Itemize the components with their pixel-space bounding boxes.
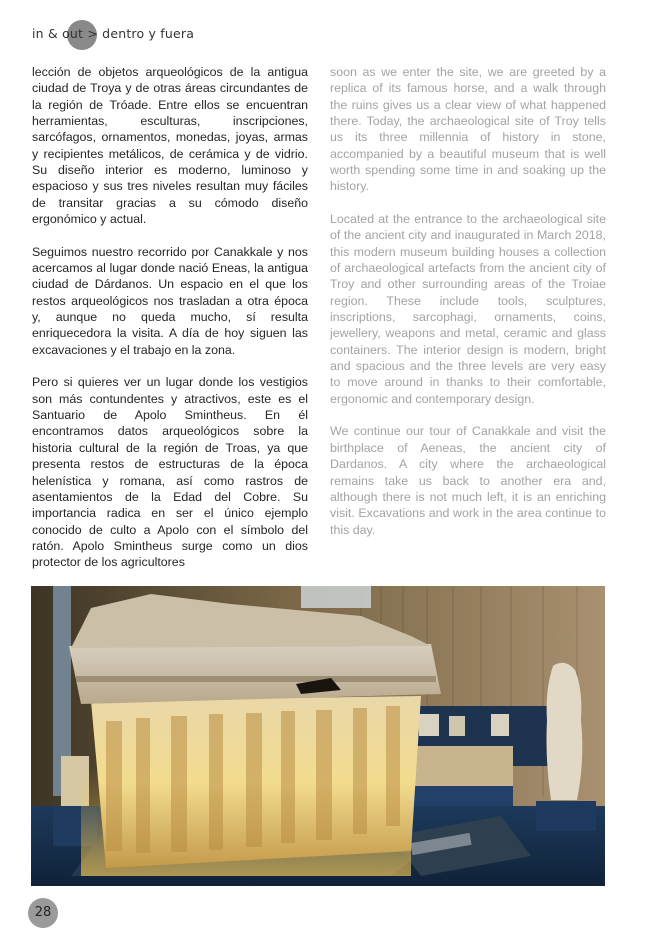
section-title: in & out > dentro y fuera: [32, 26, 195, 41]
paragraph: Pero si quieres ver un lugar donde los vestigios son más contundentes y atractivos, este es el Santuario de Apolo Smintheus. En él encontramos datos arqueológicos sobre la historia cultural de la región de Troas, ya que presenta restos de estructuras de la época helenística y romana, así como rastros de asentamientos de la Edad del Cobre. Su importancia radica en ser el único ejemplo conocido de culto a Apolo con el símbolo del ratón. Apolo Smintheus surge como un dios protector de los agricultores: [32, 375, 308, 570]
page-number-badge: [28, 898, 58, 928]
paragraph: Seguimos nuestro recorrido por Canakkale y nos acercamos al lugar donde nació Eneas, la antigua ciudad de Dárdanos. Un espacio en el que los restos arqueológicos nos trasladan a otra época y, aunque no queda mucho, sí resulta enriquecedora la visita. A día de hoy siguen las excavaciones y el trabajo en la zona.: [32, 244, 308, 357]
paragraph: soon as we enter the site, we are greeted by a replica of its famous horse, and a walk through the ruins gives us a clear view of what happened there. Today, the archaeological site of Troy tells us its three millennia of history in stone, accompanied by a beautiful museum that is well worth spending some time in and soaking up the history.: [330, 65, 606, 194]
english-text-column: [330, 64, 606, 554]
paragraph: lección de objetos arqueológicos de la antigua ciudad de Troya y de otras áreas circundantes de la región de Tróade. Entre ellos se encuentran herramientas, esculturas, inscripciones, sarcófagos, ornamentos, monedas, joyas, armas y recipientes metálicos, de cerámica y de vidrio. Su diseño interior es moderno, luminoso y espacioso y sus tres niveles resultan muy fáciles de transitar gracias a su cómodo diseño ergonómico y actual.: [32, 65, 308, 227]
museum-sarcophagus-photo: [31, 586, 605, 886]
page-header: [28, 20, 328, 50]
page-number: 28: [34, 905, 52, 920]
paragraph: We continue our tour of Canakkale and visit the birthplace of Aeneas, the ancient city of Dardanos. A city where the archaeological remains take us back to another era and, although there is not much left, it is an enriching visit. Excavations and work in the area continue to this day.: [330, 424, 606, 537]
paragraph: Located at the entrance to the archaeological site of the ancient city and inaugurated in March 2018, this modern museum building houses a collection of archaeological artefacts from the ancient city of Troy and other surrounding areas of the Troiae region. These include tools, sculptures, inscriptions, sarcophagi, ornaments, coins, jewellery, weapons and metal, ceramic and glass containers. The interior design is modern, bright and spacious and the three levels are very easy to move around in thanks to their comfortable, ergonomic and contemporary design.: [330, 212, 606, 406]
spanish-text-column: [32, 64, 308, 587]
